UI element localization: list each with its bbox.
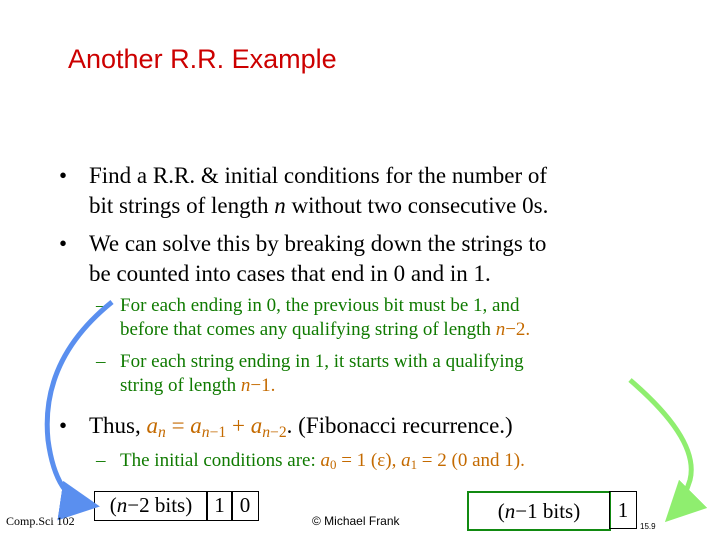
subbullet-marker: – [96, 295, 106, 316]
footer-slide-number: 15.9 [640, 522, 656, 531]
bullet-2-line-2: be counted into cases that end in 0 and in 1. [89, 261, 491, 286]
subbullet-3 [96, 449, 660, 477]
bullet-marker: • [59, 231, 68, 256]
bit-cell-1: 1 [609, 491, 637, 529]
subbullet-1 [96, 294, 660, 342]
subbullet-marker: – [96, 351, 106, 372]
subbullet-marker: – [96, 450, 106, 471]
bullet-1-line-1: Find a R.R. & initial conditions for the number of [89, 163, 548, 188]
bitstring-box-ending-1: (n−1 bits) [467, 491, 611, 531]
initial-conditions: The initial conditions are: a0 = 1 (ε), a1 = 2 (0 and 1). [120, 450, 525, 473]
variable-n: n [495, 319, 506, 340]
subbullet-2 [96, 350, 660, 398]
subbullet-1-line-1: For each ending in 0, the previous bit must be 1, and [120, 295, 520, 316]
subbullet-2-line-1: For each string ending in 1, it starts with a qualifying [120, 351, 524, 372]
variable-n: n [274, 193, 286, 218]
bullet-3 [59, 411, 669, 448]
variable-n: n [240, 375, 251, 396]
bullet-marker: • [59, 163, 68, 188]
blue-arrow [47, 302, 112, 505]
footer-author: © Michael Frank [312, 514, 400, 528]
bit-cell-0: 0 [231, 491, 259, 521]
bullet-marker: • [59, 413, 68, 438]
subbullet-1-line-2: before that comes any qualifying string of length n−2. [120, 319, 531, 340]
bitstring-box-ending-0: (n−2 bits) [94, 491, 208, 521]
bullet-2 [59, 229, 669, 289]
footer-course: Comp.Sci 102 [6, 514, 75, 528]
recurrence-formula: Thus, an = an−1 + an−2. (Fibonacci recurrence.) [89, 413, 513, 441]
bit-cell-1: 1 [206, 491, 233, 521]
bullet-2-line-1: We can solve this by breaking down the strings to [89, 231, 547, 256]
subbullet-2-line-2: string of length n−1. [120, 375, 276, 396]
slide-title: Another R.R. Example [68, 44, 337, 74]
bullet-1 [59, 161, 669, 221]
bullet-1-line-2: bit strings of length n without two consecutive 0s. [89, 193, 549, 218]
